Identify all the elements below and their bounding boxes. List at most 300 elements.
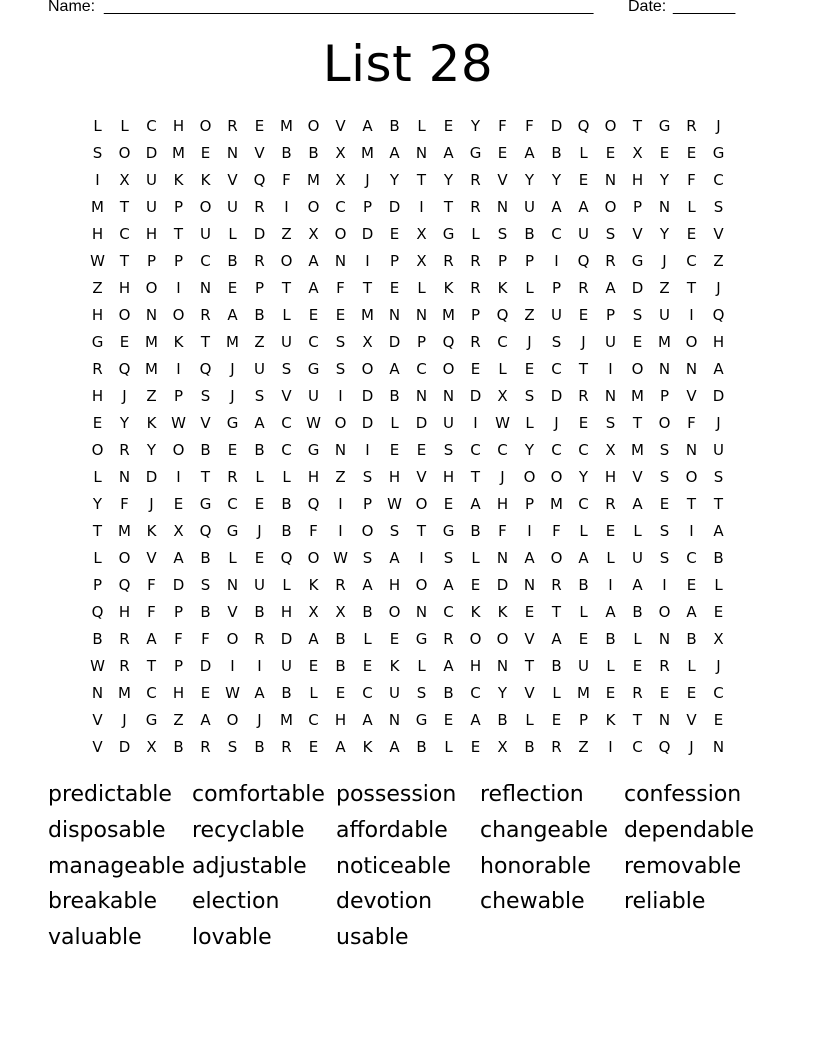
- grid-letter: H: [442, 467, 455, 486]
- word-list-item: breakable: [48, 889, 157, 915]
- grid-letter: I: [365, 440, 370, 459]
- grid-letter: G: [442, 521, 455, 540]
- grid-letter: A: [389, 737, 400, 756]
- grid-letter: I: [230, 656, 235, 675]
- grid-letter: R: [443, 629, 454, 648]
- word-list-item: changeable: [480, 817, 609, 843]
- grid-letter: R: [119, 440, 130, 459]
- grid-letter: I: [284, 197, 289, 216]
- grid-letter: F: [174, 629, 183, 648]
- grid-letter: E: [659, 143, 670, 162]
- grid-letter: D: [280, 629, 293, 648]
- grid-letter: E: [578, 170, 589, 189]
- grid-letter: A: [254, 413, 265, 432]
- grid-letter: A: [335, 737, 346, 756]
- grid-letter: E: [362, 656, 373, 675]
- word-list-item: honorable: [480, 853, 591, 879]
- grid-letter: A: [524, 548, 535, 567]
- grid-letter: I: [176, 359, 181, 378]
- grid-letter: D: [145, 143, 158, 162]
- grid-letter: A: [470, 710, 481, 729]
- grid-letter: Y: [578, 467, 589, 486]
- grid-letter: X: [416, 251, 427, 270]
- grid-letter: B: [281, 521, 292, 540]
- grid-letter: L: [120, 116, 129, 135]
- grid-letter: G: [469, 143, 482, 162]
- word-list-item: reliable: [624, 889, 706, 915]
- grid-letter: W: [387, 494, 402, 513]
- grid-letter: N: [712, 737, 725, 756]
- grid-letter: S: [443, 440, 454, 459]
- grid-letter: L: [525, 278, 534, 297]
- grid-letter: R: [119, 656, 130, 675]
- grid-letter: R: [227, 467, 238, 486]
- grid-letter: U: [146, 197, 157, 216]
- grid-letter: L: [390, 413, 399, 432]
- grid-letter: K: [146, 521, 157, 540]
- grid-letter: V: [92, 737, 103, 756]
- grid-letter: A: [524, 143, 535, 162]
- grid-letter: D: [118, 737, 131, 756]
- grid-letter: O: [415, 575, 428, 594]
- grid-letter: T: [362, 278, 373, 297]
- grid-letter: G: [415, 710, 428, 729]
- word-list-item: usable: [336, 925, 409, 951]
- grid-letter: D: [199, 656, 212, 675]
- grid-letter: O: [118, 548, 131, 567]
- grid-letter: L: [93, 467, 102, 486]
- grid-letter: L: [525, 413, 534, 432]
- grid-letter: K: [200, 170, 211, 189]
- grid-letter: R: [254, 251, 265, 270]
- grid-letter: L: [687, 656, 696, 675]
- grid-letter: J: [716, 278, 721, 297]
- word-list-item: chewable: [480, 889, 585, 915]
- grid-letter: C: [713, 170, 724, 189]
- grid-letter: B: [524, 737, 535, 756]
- grid-letter: B: [200, 440, 211, 459]
- grid-letter: J: [149, 494, 154, 513]
- grid-letter: D: [172, 575, 185, 594]
- grid-letter: I: [176, 467, 181, 486]
- grid-letter: G: [658, 116, 671, 135]
- word-list-item: recyclable: [192, 817, 305, 843]
- grid-letter: D: [712, 386, 725, 405]
- grid-letter: N: [199, 278, 212, 297]
- grid-letter: B: [281, 143, 292, 162]
- grid-letter: U: [578, 656, 589, 675]
- grid-letter: T: [119, 197, 130, 216]
- grid-letter: E: [335, 305, 346, 324]
- grid-letter: E: [389, 440, 400, 459]
- grid-letter: I: [338, 521, 343, 540]
- grid-letter: M: [145, 332, 158, 351]
- grid-letter: O: [604, 197, 617, 216]
- grid-letter: Y: [119, 413, 130, 432]
- grid-letter: C: [470, 440, 481, 459]
- grid-letter: R: [200, 305, 211, 324]
- grid-letter: S: [524, 386, 535, 405]
- grid-letter: X: [335, 602, 346, 621]
- grid-letter: O: [280, 251, 293, 270]
- grid-letter: T: [443, 197, 454, 216]
- grid-letter: V: [632, 467, 643, 486]
- grid-letter: H: [91, 224, 104, 243]
- grid-letter: U: [389, 683, 400, 702]
- date-field[interactable]: _______: [673, 0, 736, 15]
- grid-letter: D: [145, 467, 158, 486]
- grid-letter: Q: [496, 305, 509, 324]
- grid-letter: B: [281, 683, 292, 702]
- grid-letter: P: [173, 602, 184, 621]
- grid-letter: K: [389, 656, 400, 675]
- grid-letter: N: [118, 467, 131, 486]
- grid-letter: O: [415, 494, 428, 513]
- date-label: Date:: [628, 0, 667, 15]
- grid-letter: Z: [92, 278, 103, 297]
- grid-letter: R: [605, 251, 616, 270]
- grid-letter: U: [281, 332, 292, 351]
- grid-letter: K: [443, 278, 454, 297]
- word-search-grid: [84, 112, 732, 760]
- grid-letter: L: [417, 656, 426, 675]
- grid-letter: E: [524, 359, 535, 378]
- grid-letter: X: [632, 143, 643, 162]
- grid-letter: A: [713, 521, 724, 540]
- grid-letter: J: [689, 737, 694, 756]
- grid-letter: L: [714, 575, 723, 594]
- grid-letter: A: [254, 683, 265, 702]
- grid-letter: F: [336, 278, 345, 297]
- grid-letter: B: [443, 683, 454, 702]
- grid-letter: U: [443, 413, 454, 432]
- grid-letter: T: [686, 278, 697, 297]
- grid-letter: O: [550, 548, 563, 567]
- grid-letter: J: [257, 521, 262, 540]
- grid-letter: E: [254, 116, 265, 135]
- grid-letter: L: [471, 548, 480, 567]
- grid-letter: V: [686, 710, 697, 729]
- grid-letter: E: [119, 332, 130, 351]
- grid-letter: O: [307, 197, 320, 216]
- grid-letter: A: [227, 305, 238, 324]
- grid-letter: I: [419, 197, 424, 216]
- grid-letter: G: [226, 521, 239, 540]
- grid-letter: O: [226, 710, 239, 729]
- grid-letter: U: [659, 305, 670, 324]
- grid-letter: X: [362, 332, 373, 351]
- grid-letter: A: [632, 575, 643, 594]
- grid-letter: O: [685, 467, 698, 486]
- grid-letter: K: [362, 737, 373, 756]
- grid-letter: R: [470, 251, 481, 270]
- grid-letter: C: [416, 359, 427, 378]
- grid-letter: O: [307, 548, 320, 567]
- grid-letter: L: [471, 224, 480, 243]
- grid-letter: U: [200, 224, 211, 243]
- grid-letter: C: [281, 413, 292, 432]
- word-list-item: devotion: [336, 889, 433, 915]
- grid-letter: F: [147, 575, 156, 594]
- grid-letter: H: [118, 278, 131, 297]
- grid-letter: N: [658, 710, 671, 729]
- grid-letter: L: [282, 305, 291, 324]
- grid-letter: D: [550, 116, 563, 135]
- grid-letter: P: [416, 332, 427, 351]
- grid-letter: S: [443, 548, 454, 567]
- grid-letter: Z: [146, 386, 157, 405]
- grid-letter: P: [497, 251, 508, 270]
- grid-letter: L: [498, 359, 507, 378]
- grid-letter: V: [200, 413, 211, 432]
- grid-letter: O: [334, 413, 347, 432]
- word-list-item: possession: [336, 782, 457, 807]
- grid-letter: R: [632, 683, 643, 702]
- word-list-item: removable: [624, 853, 742, 879]
- name-field[interactable]: _______________________________________________________: [104, 0, 594, 15]
- grid-letter: I: [338, 386, 343, 405]
- grid-letter: L: [282, 467, 291, 486]
- grid-letter: V: [335, 116, 346, 135]
- grid-letter: F: [552, 521, 561, 540]
- grid-letter: S: [362, 548, 373, 567]
- grid-letter: E: [659, 683, 670, 702]
- grid-letter: B: [254, 305, 265, 324]
- grid-letter: H: [712, 332, 725, 351]
- name-label: Name:: [48, 0, 96, 15]
- grid-letter: T: [200, 332, 211, 351]
- grid-letter: N: [496, 197, 509, 216]
- grid-letter: B: [632, 602, 643, 621]
- word-list-item: comfortable: [192, 782, 325, 807]
- grid-letter: E: [686, 224, 697, 243]
- grid-letter: F: [282, 170, 291, 189]
- grid-letter: Q: [442, 332, 455, 351]
- grid-letter: N: [496, 656, 509, 675]
- grid-letter: F: [120, 494, 129, 513]
- grid-letter: E: [686, 683, 697, 702]
- grid-letter: F: [687, 413, 696, 432]
- grid-letter: J: [365, 170, 370, 189]
- grid-letter: F: [309, 521, 318, 540]
- grid-letter: E: [227, 440, 238, 459]
- grid-letter: K: [497, 602, 508, 621]
- grid-letter: T: [173, 224, 184, 243]
- grid-letter: A: [605, 602, 616, 621]
- grid-letter: B: [200, 548, 211, 567]
- grid-letter: E: [470, 575, 481, 594]
- grid-letter: E: [416, 440, 427, 459]
- grid-letter: K: [308, 575, 319, 594]
- grid-letter: T: [146, 656, 157, 675]
- grid-letter: S: [281, 359, 292, 378]
- grid-letter: D: [253, 224, 266, 243]
- grid-letter: L: [579, 602, 588, 621]
- grid-letter: N: [415, 386, 428, 405]
- grid-letter: J: [122, 710, 127, 729]
- grid-letter: V: [713, 224, 724, 243]
- grid-letter: V: [92, 710, 103, 729]
- grid-letter: V: [524, 629, 535, 648]
- word-list-item: predictable: [48, 782, 172, 807]
- grid-letter: T: [713, 494, 724, 513]
- grid-letter: S: [605, 224, 616, 243]
- grid-letter: L: [687, 197, 696, 216]
- grid-letter: L: [93, 116, 102, 135]
- grid-letter: N: [523, 575, 536, 594]
- grid-letter: Z: [524, 305, 535, 324]
- grid-letter: D: [388, 197, 401, 216]
- grid-letter: R: [470, 332, 481, 351]
- grid-letter: X: [416, 224, 427, 243]
- grid-letter: A: [551, 629, 562, 648]
- grid-letter: P: [362, 197, 373, 216]
- grid-letter: C: [146, 116, 157, 135]
- grid-letter: A: [308, 251, 319, 270]
- grid-letter: H: [91, 386, 104, 405]
- grid-letter: R: [551, 575, 562, 594]
- grid-letter: F: [498, 116, 507, 135]
- grid-letter: A: [578, 548, 589, 567]
- grid-letter: B: [254, 440, 265, 459]
- word-list-item: noticeable: [336, 853, 451, 879]
- grid-letter: D: [361, 413, 374, 432]
- grid-letter: S: [497, 224, 508, 243]
- grid-letter: Q: [658, 737, 671, 756]
- grid-letter: A: [308, 278, 319, 297]
- grid-letter: A: [362, 116, 373, 135]
- grid-letter: S: [659, 440, 670, 459]
- grid-letter: P: [92, 575, 103, 594]
- grid-letter: N: [658, 629, 671, 648]
- grid-letter: M: [361, 143, 374, 162]
- grid-letter: R: [119, 629, 130, 648]
- grid-letter: N: [226, 575, 239, 594]
- grid-letter: I: [689, 521, 694, 540]
- grid-letter: T: [551, 602, 562, 621]
- grid-letter: M: [442, 305, 455, 324]
- grid-letter: B: [335, 656, 346, 675]
- grid-letter: M: [631, 386, 644, 405]
- grid-letter: B: [686, 629, 697, 648]
- grid-letter: L: [228, 224, 237, 243]
- grid-letter: E: [578, 413, 589, 432]
- grid-letter: W: [171, 413, 186, 432]
- word-list-item: disposable: [48, 817, 166, 843]
- grid-letter: R: [92, 359, 103, 378]
- grid-letter: N: [388, 305, 401, 324]
- grid-letter: E: [605, 521, 616, 540]
- grid-letter: K: [605, 710, 616, 729]
- grid-letter: Q: [253, 170, 266, 189]
- grid-letter: O: [334, 224, 347, 243]
- grid-letter: X: [497, 737, 508, 756]
- grid-letter: N: [415, 143, 428, 162]
- grid-letter: A: [686, 602, 697, 621]
- grid-letter: Q: [118, 359, 131, 378]
- grid-letter: L: [309, 683, 318, 702]
- grid-letter: E: [470, 737, 481, 756]
- grid-letter: U: [713, 440, 724, 459]
- grid-letter: J: [527, 332, 532, 351]
- grid-letter: N: [388, 710, 401, 729]
- grid-letter: L: [255, 467, 264, 486]
- grid-letter: A: [389, 548, 400, 567]
- grid-letter: R: [659, 656, 670, 675]
- grid-letter: J: [581, 332, 586, 351]
- grid-letter: X: [119, 170, 130, 189]
- grid-letter: K: [146, 413, 157, 432]
- grid-letter: M: [361, 305, 374, 324]
- grid-letter: M: [631, 440, 644, 459]
- grid-letter: I: [608, 575, 613, 594]
- grid-letter: N: [685, 359, 698, 378]
- grid-letter: L: [579, 143, 588, 162]
- word-list-item: dependable: [624, 817, 755, 843]
- grid-letter: C: [713, 683, 724, 702]
- grid-letter: I: [338, 494, 343, 513]
- grid-letter: R: [443, 251, 454, 270]
- grid-letter: I: [365, 251, 370, 270]
- grid-letter: E: [470, 359, 481, 378]
- grid-letter: M: [145, 359, 158, 378]
- grid-letter: B: [281, 494, 292, 513]
- grid-letter: N: [685, 440, 698, 459]
- grid-letter: P: [578, 710, 589, 729]
- grid-letter: J: [716, 656, 721, 675]
- grid-letter: W: [333, 548, 348, 567]
- grid-letter: S: [659, 467, 670, 486]
- grid-letter: V: [254, 143, 265, 162]
- grid-letter: C: [551, 440, 562, 459]
- grid-letter: E: [92, 413, 103, 432]
- grid-letter: M: [118, 683, 131, 702]
- grid-letter: G: [91, 332, 104, 351]
- grid-letter: L: [417, 278, 426, 297]
- grid-letter: Y: [497, 683, 508, 702]
- grid-letter: G: [226, 413, 239, 432]
- grid-letter: X: [335, 143, 346, 162]
- grid-letter: E: [173, 494, 184, 513]
- grid-letter: J: [662, 251, 667, 270]
- grid-letter: O: [361, 521, 374, 540]
- grid-letter: U: [254, 575, 265, 594]
- grid-letter: C: [551, 224, 562, 243]
- grid-letter: L: [552, 683, 561, 702]
- grid-letter: C: [497, 332, 508, 351]
- grid-letter: C: [308, 332, 319, 351]
- header-line: [48, 0, 748, 20]
- grid-letter: B: [524, 224, 535, 243]
- grid-letter: V: [227, 170, 238, 189]
- grid-letter: D: [469, 386, 482, 405]
- grid-letter: H: [334, 710, 347, 729]
- grid-letter: O: [388, 602, 401, 621]
- grid-letter: O: [172, 305, 185, 324]
- grid-letter: A: [605, 278, 616, 297]
- grid-letter: E: [686, 143, 697, 162]
- grid-letter: Y: [551, 170, 562, 189]
- grid-letter: T: [416, 521, 427, 540]
- grid-letter: T: [119, 251, 130, 270]
- grid-letter: B: [200, 602, 211, 621]
- grid-letter: A: [173, 548, 184, 567]
- grid-letter: N: [226, 143, 239, 162]
- grid-letter: N: [334, 440, 347, 459]
- grid-letter: Q: [199, 521, 212, 540]
- grid-letter: H: [469, 656, 482, 675]
- grid-letter: P: [470, 305, 481, 324]
